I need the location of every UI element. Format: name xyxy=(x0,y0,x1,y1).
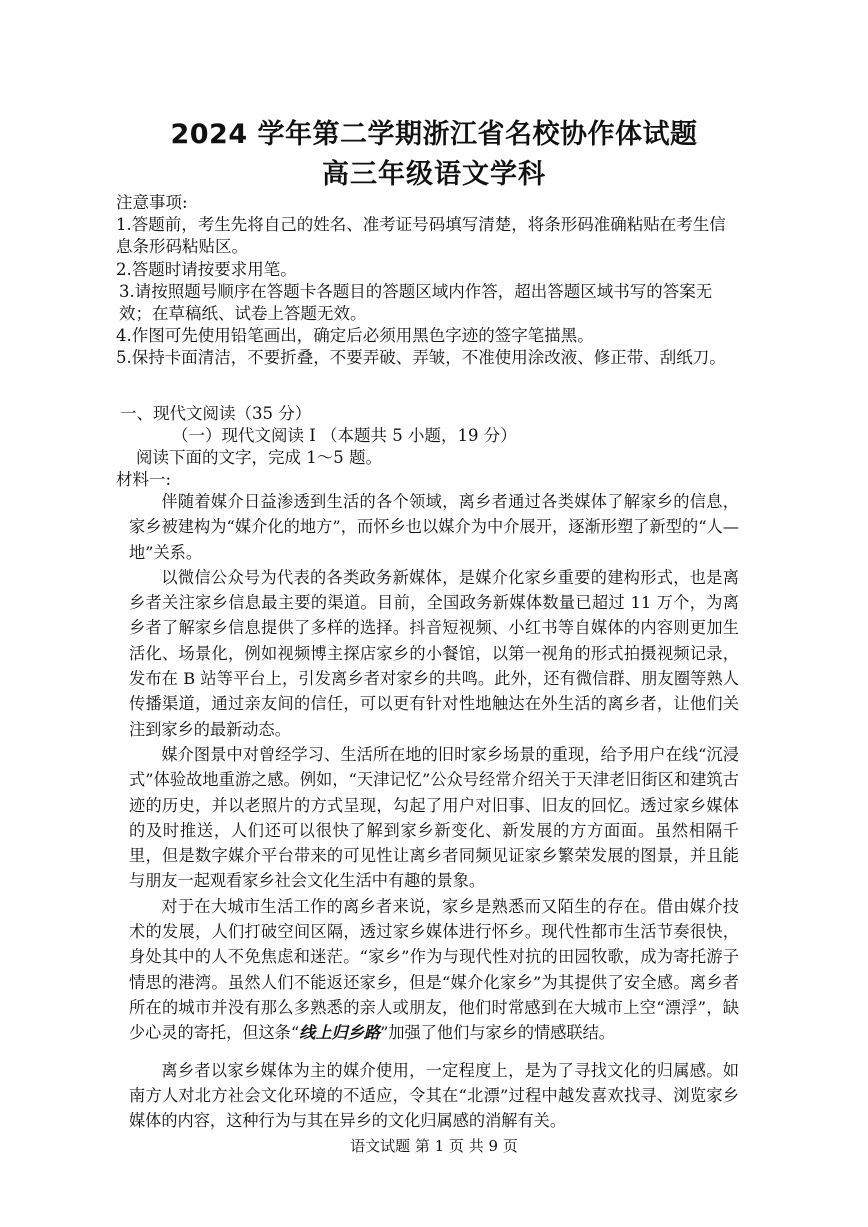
notice-heading: 注意事项: xyxy=(116,193,188,212)
handwritten-phrase: 线上归乡路 xyxy=(299,1023,381,1043)
paragraph-text: ”加强了他们与家乡的情感联结。 xyxy=(380,1023,615,1043)
notice-item-3: 3.请按照题号顺序在答题卡各题目的答题区域内作答，超出答题区域书写的答案无效；在草稿纸、试卷上答题无效。 xyxy=(119,281,713,324)
exam-subject-title: 高三年级语文学科 xyxy=(322,159,546,190)
paragraph: 离乡者以家乡媒体为主的媒介使用，一定程度上，是为了寻找文化的归属感。如南方人对北方社会文化环境的不适应，令其在“北漂”过程中越发喜欢找寻、浏览家乡媒体的内容，这种行为与其在异乡的文化归属感的消解有关。 xyxy=(129,1060,739,1131)
material-label: 材料一: xyxy=(116,470,172,489)
notice-block xyxy=(116,192,740,370)
notice-item-4: 4.作图可先使用铅笔画出，确定后必须用黑色字迹的签字笔描黑。 xyxy=(116,326,594,346)
paragraph: 伴随着媒介日益渗透到生活的各个领域，离乡者通过各类媒体了解家乡的信息，家乡被建构为“媒介化的地方”，而怀乡也以媒介为中介展开，逐渐形塑了新型的“人—地”关系。 xyxy=(129,492,739,562)
material-text xyxy=(129,489,739,1133)
page-footer: 语文试题 第 1 页 共 9 页 xyxy=(350,1137,518,1155)
paragraph: 以微信公众号为代表的各类政务新媒体，是媒介化家乡重要的建构形式，也是离乡者关注家乡信息最主要的渠道。目前，全国政务新媒体数量已超过 11 万个，为离乡者了解家乡信息提供了多样的选择。抖音短视频、小红书等自媒体的内容则更加生活化、场景化，例如视频博主探店家乡的小餐馆，以第一视角的形式拍摄视频记录，发布在 B 站等平台上，引发离乡者对家乡的共鸣。此外，还有微信群、朋友圈等熟人传播渠道，通过亲友间的信任，可以更有针对性地触达在外生活的离乡者，让他们关注到家乡的最新动态。 xyxy=(129,567,739,739)
paragraph: 媒介图景中对曾经学习、生活所在地的旧时家乡场景的重现，给予用户在线“沉浸式”体验故地重游之感。例如，“天津记忆”公众号经常介绍关于天津老旧街区和建筑古迹的历史，并以老照片的方式呈现，勾起了用户对旧事、旧友的回忆。透过家乡媒体的及时推送，人们还可以很快了解到家乡新变化、新发展的方方面面。虽然相隔千里，但是数字媒介平台带来的可见性让离乡者同频见证家乡繁荣发展的图景，并且能与朋友一起观看家乡社会文化生活中有趣的景象。 xyxy=(129,744,739,891)
reading-instruction: 阅读下面的文字，完成 1～5 题。 xyxy=(136,448,382,467)
exam-title: 2024 学年第二学期浙江省名校协作体试题 xyxy=(170,119,698,150)
notice-item-1: 1.答题前，考生先将自己的姓名、准考证号码填写清楚，将条形码准确粘贴在考生信息条形码粘贴区。 xyxy=(116,215,726,257)
section-title: 一、现代文阅读（35 分） xyxy=(120,404,312,423)
notice-item-5: 5.保持卡面清洁，不要折叠，不要弄破、弄皱，不准使用涂改液、修正带、刮纸刀。 xyxy=(116,348,726,368)
paragraph-text: 对于在大城市生活工作的离乡者来说，家乡是熟悉而又陌生的存在。借由媒介技术的发展，人们打破空间区隔，透过家乡媒体进行怀乡。现代性都市生活节奏很快，身处其中的人不免焦虑和迷茫。“家乡”作为与现代性对抗的田园牧歌，成为寄托游子情思的港湾。虽然人们不能返还家乡，但是“媒介化家乡”为其提供了安全感。离乡者所在的城市并没有那么多熟悉的亲人或朋友，他们时常感到在大城市上空“漂浮”，缺少心灵的寄托，但这条“ xyxy=(129,896,739,1043)
notice-item-2: 2.答题时请按要求用笔。 xyxy=(116,259,297,279)
subsection-title: （一）现代文阅读 I （本题共 5 小题，19 分） xyxy=(172,426,517,445)
paragraph xyxy=(129,894,739,1046)
